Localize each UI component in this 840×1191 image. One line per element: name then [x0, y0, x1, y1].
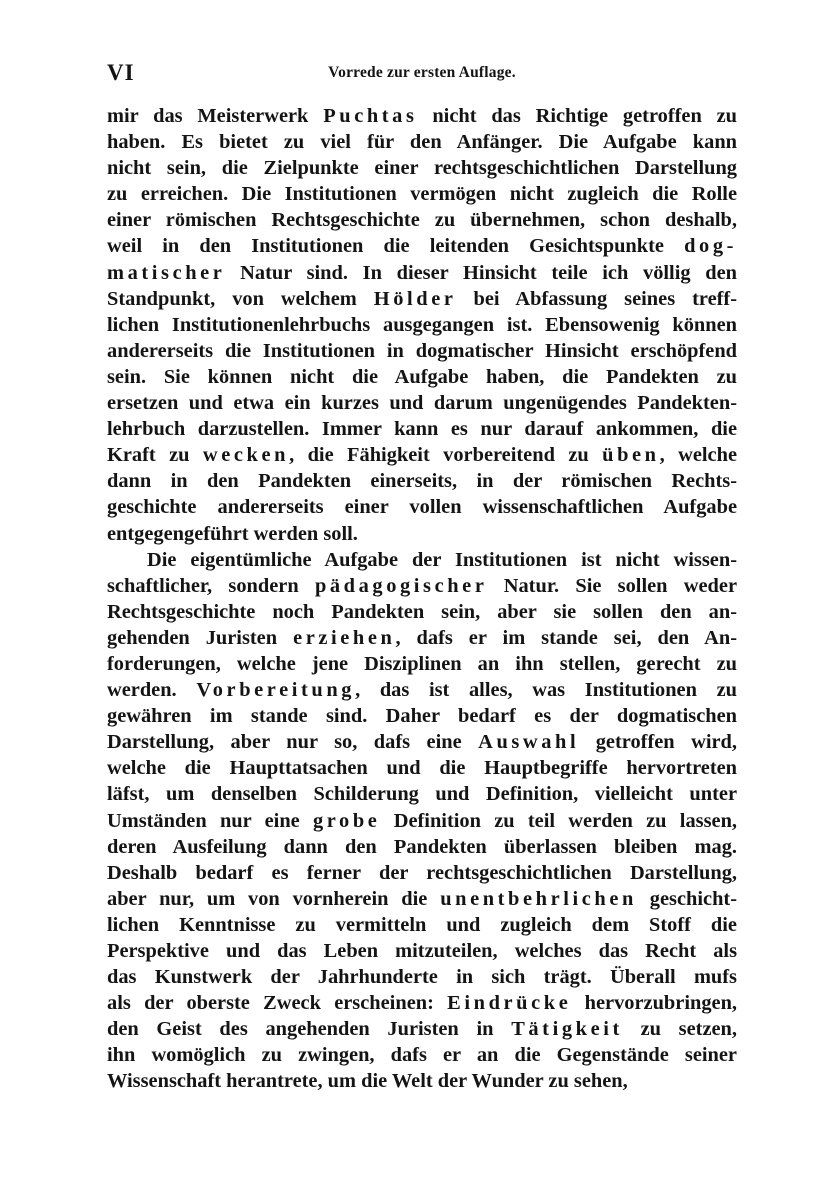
text-line: [107, 129, 737, 155]
text-line: [107, 651, 737, 677]
text-run: ersetzen und etwa ein kurzes und darum ungenügendes Pandekten-: [107, 392, 737, 415]
text-run: Die eigentümliche Aufgabe der Institutionen ist nicht wissen-: [147, 548, 737, 571]
text-line: [107, 808, 737, 834]
text-line: [107, 521, 737, 547]
text-line: [107, 181, 737, 207]
spaced-emphasis: grobe: [312, 809, 381, 832]
text-line: [107, 338, 737, 364]
text-run: Standpunkt, von welchem: [107, 287, 374, 310]
spaced-emphasis: Vorbereitung: [196, 679, 356, 702]
text-run: , dafs er im stande sei, den An-: [395, 626, 737, 649]
body-text: [107, 103, 737, 1095]
text-line: [107, 1042, 737, 1068]
text-line: [107, 912, 737, 938]
page-number: VI: [107, 60, 135, 85]
spaced-emphasis: Hölder: [373, 287, 457, 310]
text-line: [107, 468, 737, 494]
text-run: Umständen nur eine: [107, 809, 313, 832]
spaced-emphasis: erziehen: [293, 626, 396, 649]
text-run: lehrbuch darzustellen. Immer kann es nur darauf ankommen, die: [107, 418, 737, 441]
text-line: [107, 938, 737, 964]
text-run: zu erreichen. Die Institutionen vermögen nicht zugleich die Rolle: [107, 183, 737, 206]
text-line: [107, 1068, 737, 1094]
text-line: [107, 834, 737, 860]
text-line: [107, 886, 737, 912]
text-line: [107, 260, 737, 286]
text-line: [107, 103, 737, 129]
text-run: dann in den Pandekten einerseits, in der römischen Rechts-: [107, 470, 737, 493]
text-line: [107, 286, 737, 312]
text-line: [107, 547, 737, 573]
text-line: [107, 494, 737, 520]
text-run: sein. Sie können nicht die Aufgabe haben, die Pandekten zu: [107, 365, 737, 388]
text-run: weil in den Institutionen die leitenden Gesichtspunkte: [107, 235, 685, 258]
text-run: lichen Institutionenlehrbuchs ausgegangen ist. Ebensowenig können: [107, 313, 737, 336]
text-run: Definition zu teil werden zu lassen,: [380, 809, 738, 832]
text-line: [107, 990, 737, 1016]
text-run: Natur. Sie sollen weder: [487, 574, 737, 597]
text-line: [107, 703, 737, 729]
text-run: aber nur, um von vornherein die: [107, 887, 441, 910]
text-run: geschicht-: [636, 887, 737, 910]
page-header: [107, 60, 737, 90]
text-run: Darstellung, aber nur so, dafs eine: [107, 731, 479, 754]
text-line: [107, 207, 737, 233]
text-run: , welche: [659, 444, 737, 467]
spaced-emphasis: Puchtas: [323, 105, 418, 127]
text-line: [107, 364, 737, 390]
spaced-emphasis: üben: [602, 444, 660, 467]
text-line: [107, 233, 737, 259]
text-line: [107, 729, 737, 755]
text-run: welche die Haupttatsachen und die Hauptbegriffe hervortreten: [107, 757, 737, 780]
text-line: [107, 599, 737, 625]
spaced-emphasis: Eindrücke: [447, 992, 572, 1015]
text-run: gehenden Juristen: [107, 626, 294, 649]
text-line: [107, 625, 737, 651]
text-line: [107, 781, 737, 807]
text-line: [107, 677, 737, 703]
text-run: den Geist des angehenden Juristen in: [107, 1018, 512, 1041]
text-run: mir das Meisterwerk: [107, 105, 324, 127]
spaced-emphasis: Auswahl: [478, 731, 580, 754]
text-run: , das ist alles, was Institutionen zu: [355, 679, 737, 702]
spaced-emphasis: dog-: [684, 235, 737, 258]
text-run: Perspektive und das Leben mitzuteilen, welches das Recht als: [107, 940, 737, 962]
spaced-emphasis: Tätigkeit: [511, 1018, 623, 1041]
text-run: ihn womöglich zu zwingen, dafs er an die Gegenstände seiner: [107, 1044, 737, 1067]
text-run: zu setzen,: [622, 1018, 737, 1041]
text-run: Natur sind. In dieser Hinsicht teile ich völlig den: [225, 261, 737, 284]
spaced-emphasis: pädagogischer: [314, 574, 488, 597]
text-run: Wissenschaft herantrete, um die Welt der Wunder zu sehen,: [107, 1070, 628, 1093]
text-run: Rechtsgeschichte noch Pandekten sein, aber sie sollen den an-: [107, 600, 737, 623]
text-run: das Kunstwerk der Jahrhunderte in sich trägt. Überall mufs: [107, 966, 737, 989]
text-line: [107, 390, 737, 416]
text-line: [107, 416, 737, 442]
text-run: forderungen, welche jene Disziplinen an ihn stellen, gerecht zu: [107, 652, 737, 675]
text-run: nicht das Richtige getroffen zu: [417, 105, 737, 127]
text-line: [107, 860, 737, 886]
text-line: [107, 155, 737, 181]
spaced-emphasis: unentbehrlichen: [440, 887, 637, 910]
text-line: [107, 755, 737, 781]
text-run: getroffen wird,: [579, 731, 737, 754]
text-run: werden.: [107, 679, 197, 702]
text-run: schaftlicher, sondern: [107, 574, 315, 597]
text-line: [107, 312, 737, 338]
text-run: , die Fähigkeit vorbereitend zu: [289, 444, 603, 467]
text-line: [107, 442, 737, 468]
text-run: andererseits die Institutionen in dogmatischer Hinsicht erschöpfend: [107, 339, 737, 362]
text-line: [107, 1016, 737, 1042]
text-run: als der oberste Zweck erscheinen:: [107, 992, 448, 1015]
text-run: gewähren im stande sind. Daher bedarf es der dogmatischen: [107, 705, 737, 728]
text-run: nicht sein, die Zielpunkte einer rechtsgeschichtlichen Darstellung: [107, 157, 737, 180]
text-run: einer römischen Rechtsgeschichte zu übernehmen, schon deshalb,: [107, 209, 737, 232]
text-run: deren Ausfeilung dann den Pandekten überlassen bleiben mag.: [107, 835, 737, 858]
spaced-emphasis: matischer: [107, 261, 226, 284]
text-run: geschichte andererseits einer vollen wissenschaftlichen Aufgabe: [107, 496, 737, 519]
text-run: läfst, um denselben Schilderung und Definition, vielleicht unter: [107, 783, 737, 806]
text-run: haben. Es bietet zu viel für den Anfänger. Die Aufgabe kann: [107, 131, 737, 154]
text-line: [107, 573, 737, 599]
text-run: hervorzubringen,: [571, 992, 738, 1015]
text-run: Kraft zu: [107, 444, 203, 467]
text-line: [107, 964, 737, 990]
running-title: Vorrede zur ersten Auflage.: [328, 64, 516, 81]
text-run: lichen Kenntnisse zu vermitteln und zugleich dem Stoff die: [107, 913, 737, 936]
text-run: Deshalb bedarf es ferner der rechtsgeschichtlichen Darstellung,: [107, 861, 737, 884]
text-run: entgegengeführt werden soll.: [107, 522, 358, 545]
spaced-emphasis: wecken: [202, 444, 290, 467]
text-run: bei Abfassung seines treff-: [456, 287, 737, 310]
